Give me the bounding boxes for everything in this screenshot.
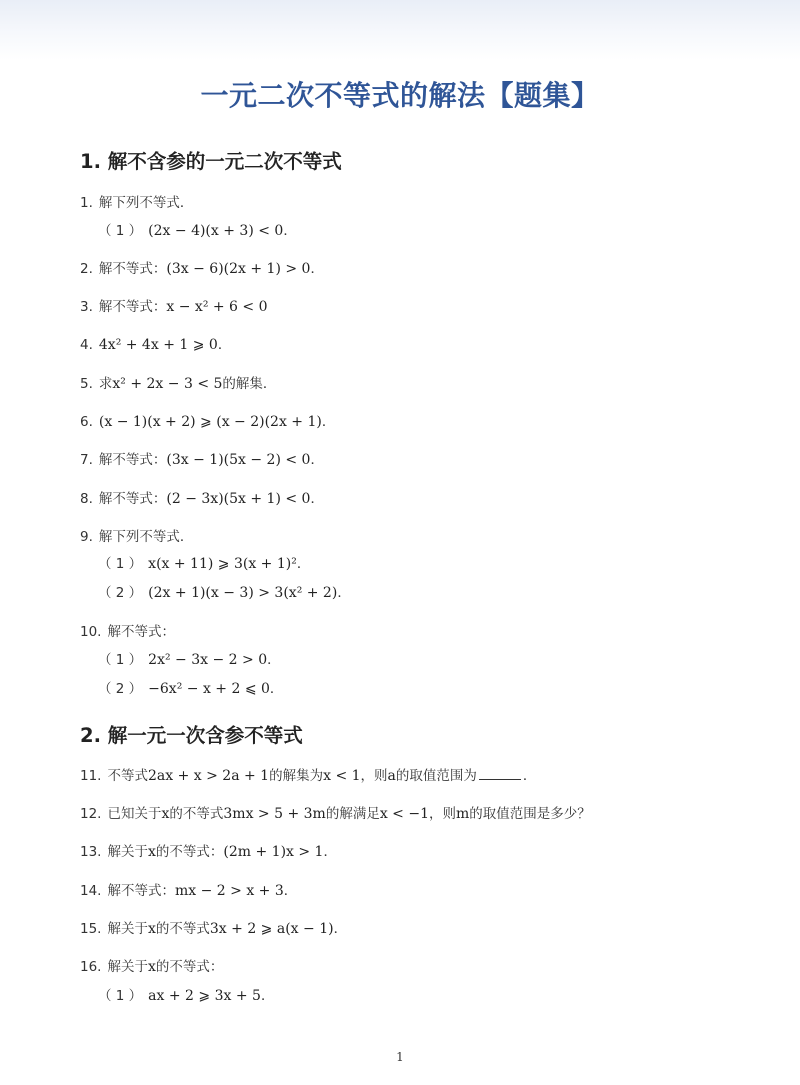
question-text: ． [296, 556, 311, 572]
question-text: 的不等式： [155, 959, 224, 975]
math-expression: x < 1 [323, 768, 361, 784]
question-number: 2. [80, 261, 93, 277]
question-text: ． [269, 681, 284, 697]
math-expression: x² + 2x − 3 < 5 [112, 376, 223, 392]
header-background [0, 0, 800, 60]
question-text: ． [267, 652, 281, 668]
question-line [98, 581, 351, 601]
question-text: 已知关于 [107, 806, 162, 822]
question-line [80, 448, 324, 468]
question-number: （ 1 ） [98, 556, 143, 572]
question-number: 9. [80, 529, 93, 545]
question-text: 解不等式： [98, 452, 167, 468]
question-number: （ 1 ） [98, 223, 143, 239]
question-line [80, 917, 347, 937]
math-expression: x [147, 959, 156, 975]
math-expression: (2m + 1)x > 1 [223, 844, 324, 860]
question-text: ． [333, 921, 348, 937]
question-line [80, 372, 276, 392]
math-expression: (2x − 4)(x + 3) < 0 [148, 223, 284, 239]
question-line [98, 219, 297, 239]
math-expression: 4x² + 4x + 1 ⩾ 0 [98, 337, 218, 353]
question-text: 解不等式： [98, 261, 167, 277]
question-number: 16. [80, 959, 102, 975]
question-number: 14. [80, 883, 102, 899]
question-number: （ 1 ） [98, 652, 143, 668]
question-line [80, 620, 175, 640]
math-expression: (2 − 3x)(5x + 1) < 0 [166, 491, 311, 507]
question-text: ，则 [360, 768, 388, 784]
question-text: 解关于 [107, 921, 148, 937]
math-expression: 2ax + x > 2a + 1 [147, 768, 270, 784]
question-text: ． [323, 844, 337, 860]
question-number: 15. [80, 921, 102, 937]
question-text: 求 [98, 376, 113, 392]
math-expression: x [161, 806, 170, 822]
math-expression: x [147, 921, 156, 937]
question-line [80, 879, 297, 899]
question-text: ． [283, 223, 297, 239]
math-expression: m [456, 806, 470, 822]
math-expression: x − x² + 6 < 0 [166, 299, 268, 315]
question-text: 的解满足 [325, 806, 380, 822]
question-line [98, 552, 310, 572]
question-text: 的不等式 [169, 806, 224, 822]
math-expression: 3mx > 5 + 3m [223, 806, 326, 822]
question-line [98, 648, 281, 668]
math-expression: −6x² − x + 2 ⩽ 0 [148, 681, 270, 697]
question-line [80, 333, 231, 353]
question-line [80, 487, 324, 507]
question-text: ． [310, 491, 324, 507]
question-text: 解下列不等式． [98, 195, 194, 211]
question-text: ． [337, 585, 351, 601]
section-heading-2: 2. 解一元一次含参不等式 [80, 724, 303, 747]
question-text: 解不等式： [107, 624, 175, 640]
math-expression: a [387, 768, 396, 784]
question-number: 3. [80, 299, 93, 315]
math-expression: mx − 2 > x + 3 [174, 883, 284, 899]
question-number: 6. [80, 414, 93, 430]
question-line [98, 984, 274, 1004]
question-text: 解不等式： [98, 491, 167, 507]
question-number: 11. [80, 768, 102, 784]
question-line [80, 840, 337, 860]
math-expression: x [147, 844, 156, 860]
question-text: 解下列不等式． [98, 529, 194, 545]
section-heading-1: 1. 解不含参的一元二次不等式 [80, 150, 342, 173]
question-text: ． [310, 261, 324, 277]
question-line [80, 191, 193, 211]
question-number: （ 2 ） [98, 681, 143, 697]
page-title: 一元二次不等式的解法【题集】 [200, 79, 600, 112]
math-expression: (3x − 1)(5x − 2) < 0 [166, 452, 311, 468]
answer-blank [479, 767, 521, 780]
question-number: 10. [80, 624, 102, 640]
question-text: ． [260, 988, 275, 1004]
question-text: 的取值范围为 [395, 768, 477, 784]
math-expression: x(x + 11) ⩾ 3(x + 1)² [148, 556, 297, 572]
question-number: 5. [80, 376, 93, 392]
question-number: 8. [80, 491, 93, 507]
question-text: 解关于 [107, 844, 148, 860]
question-number: （ 2 ） [98, 585, 143, 601]
question-text: ． [522, 768, 537, 784]
question-number: 13. [80, 844, 102, 860]
question-text: ． [310, 452, 324, 468]
math-expression: x < −1 [379, 806, 429, 822]
question-text: 的解集为 [269, 768, 324, 784]
math-expression: 2x² − 3x − 2 > 0 [148, 652, 268, 668]
question-number: （ 1 ） [98, 988, 143, 1004]
question-text: 的取值范围是多少？ [469, 806, 591, 822]
math-expression: 3x + 2 ⩾ a(x − 1) [209, 921, 334, 937]
question-line [80, 764, 536, 784]
question-line [80, 802, 591, 822]
question-text: ． [217, 337, 232, 353]
question-text: 不等式 [107, 768, 148, 784]
question-text: 的不等式 [155, 921, 210, 937]
question-text: 解不等式： [98, 299, 167, 315]
question-line [80, 257, 324, 277]
question-line [80, 295, 268, 315]
math-expression: (2x + 1)(x − 3) > 3(x² + 2) [148, 585, 338, 601]
question-line [80, 955, 223, 975]
question-line [98, 677, 283, 697]
question-text: 解不等式： [107, 883, 175, 899]
question-line [80, 410, 335, 430]
question-number: 1. [80, 195, 93, 211]
question-text: 解关于 [107, 959, 148, 975]
question-number: 4. [80, 337, 93, 353]
question-number: 12. [80, 806, 102, 822]
math-expression: (x − 1)(x + 2) ⩾ (x − 2)(2x + 1) [98, 414, 322, 430]
question-text: ． [283, 883, 298, 899]
question-text: 的不等式： [155, 844, 224, 860]
question-text: ，则 [429, 806, 456, 822]
question-text: ． [321, 414, 336, 430]
math-expression: (3x − 6)(2x + 1) > 0 [166, 261, 311, 277]
question-number: 7. [80, 452, 93, 468]
math-expression: ax + 2 ⩾ 3x + 5 [148, 988, 261, 1004]
question-text: 的解集． [222, 376, 277, 392]
question-line [80, 525, 193, 545]
page-number: 1 [396, 1050, 404, 1064]
